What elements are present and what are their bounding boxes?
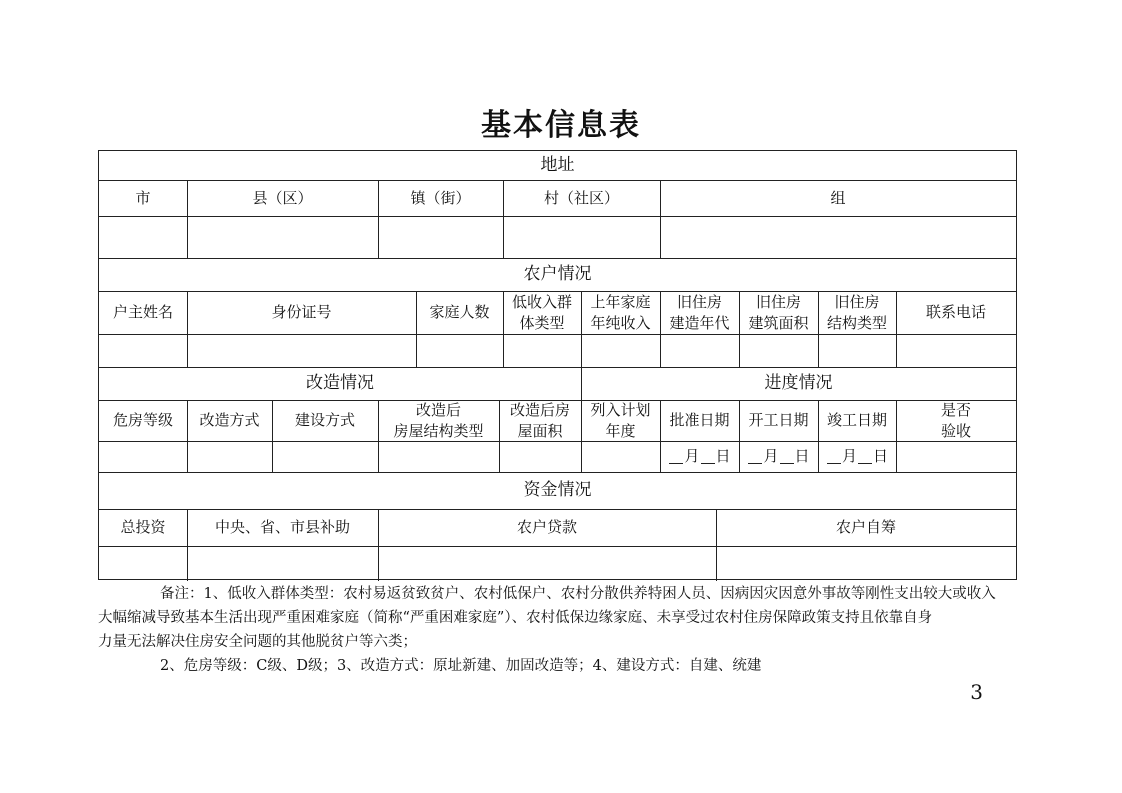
day-label: 日 bbox=[794, 447, 810, 465]
day-label: 日 bbox=[715, 447, 731, 465]
day-label: 日 bbox=[873, 447, 889, 465]
start-date-field[interactable] bbox=[739, 441, 818, 472]
page-number: 3 bbox=[970, 680, 983, 704]
header-new-structure-type: 改造后 房屋结构类型 bbox=[393, 400, 484, 440]
header-city: 市 bbox=[135, 188, 151, 207]
completion-date-field[interactable] bbox=[818, 441, 896, 472]
day-blank bbox=[858, 450, 872, 464]
day-blank bbox=[701, 450, 715, 464]
month-blank bbox=[669, 450, 683, 464]
basic-info-table bbox=[98, 150, 1017, 580]
header-householder-name: 户主姓名 bbox=[112, 303, 173, 321]
row-divider bbox=[99, 546, 1016, 547]
month-blank bbox=[748, 450, 762, 464]
header-self-funding: 农户自筹 bbox=[835, 518, 896, 536]
month-blank bbox=[827, 450, 841, 464]
header-low-income-type: 低收入群 体类型 bbox=[511, 292, 572, 332]
month-label: 月 bbox=[763, 447, 779, 465]
header-old-house-structure: 旧住房 结构类型 bbox=[826, 292, 887, 332]
header-group: 组 bbox=[830, 188, 846, 207]
note-line-1: 备注：1、低收入群体类型：农村易返贫致贫户、农村低保户、农村分散供养特困人员、因病因灾因意外事故等刚性支出较大或收入 bbox=[160, 586, 996, 602]
header-id-number: 身份证号 bbox=[271, 303, 332, 321]
header-plan-year: 列入计划 年度 bbox=[590, 400, 651, 440]
header-construction-method: 建设方式 bbox=[294, 411, 355, 429]
section-funds: 资金情况 bbox=[523, 480, 592, 500]
approval-date-field[interactable] bbox=[660, 441, 739, 472]
header-old-house-year: 旧住房 建造年代 bbox=[669, 292, 730, 332]
note-line-2: 大幅缩减导致基本生活出现严重困难家庭（简称“严重困难家庭”）、农村低保边缘家庭、未享受过农村住房保障政策支持且依靠自身 bbox=[98, 610, 933, 626]
header-accepted: 是否 验收 bbox=[940, 400, 971, 440]
month-label: 月 bbox=[684, 447, 700, 465]
header-start-date: 开工日期 bbox=[748, 411, 809, 429]
header-phone: 联系电话 bbox=[925, 303, 986, 321]
header-approval-date: 批准日期 bbox=[669, 411, 730, 429]
day-blank bbox=[780, 450, 794, 464]
header-old-house-area: 旧住房 建筑面积 bbox=[748, 292, 809, 332]
header-completion-date: 竣工日期 bbox=[826, 411, 887, 429]
row-divider bbox=[99, 216, 1016, 217]
header-last-year-income: 上年家庭 年纯收入 bbox=[590, 292, 651, 332]
note-line-4: 2、危房等级：C级、D级；3、改造方式：原址新建、加固改造等；4、建设方式：自建、统建 bbox=[160, 658, 762, 674]
section-progress: 进度情况 bbox=[764, 373, 833, 393]
header-family-size: 家庭人数 bbox=[429, 303, 490, 321]
header-new-house-area: 改造后房 屋面积 bbox=[509, 400, 570, 440]
section-household: 农户情况 bbox=[523, 264, 592, 284]
header-town: 镇（街） bbox=[410, 188, 471, 207]
note-line-3: 力量无法解决住房安全问题的其他脱贫户等六类； bbox=[98, 634, 417, 650]
section-address: 地址 bbox=[540, 155, 575, 175]
row-divider bbox=[99, 334, 1016, 335]
header-subsidy: 中央、省、市县补助 bbox=[214, 518, 350, 536]
section-renovation: 改造情况 bbox=[306, 373, 374, 393]
page-title: 基本信息表 bbox=[481, 108, 641, 143]
header-total-investment: 总投资 bbox=[120, 518, 166, 536]
header-renovation-method: 改造方式 bbox=[199, 411, 260, 429]
header-danger-level: 危房等级 bbox=[112, 411, 173, 429]
header-household-loan: 农户贷款 bbox=[516, 518, 577, 536]
month-label: 月 bbox=[841, 447, 857, 465]
header-village: 村（社区） bbox=[543, 188, 619, 207]
header-county: 县（区） bbox=[252, 188, 313, 207]
